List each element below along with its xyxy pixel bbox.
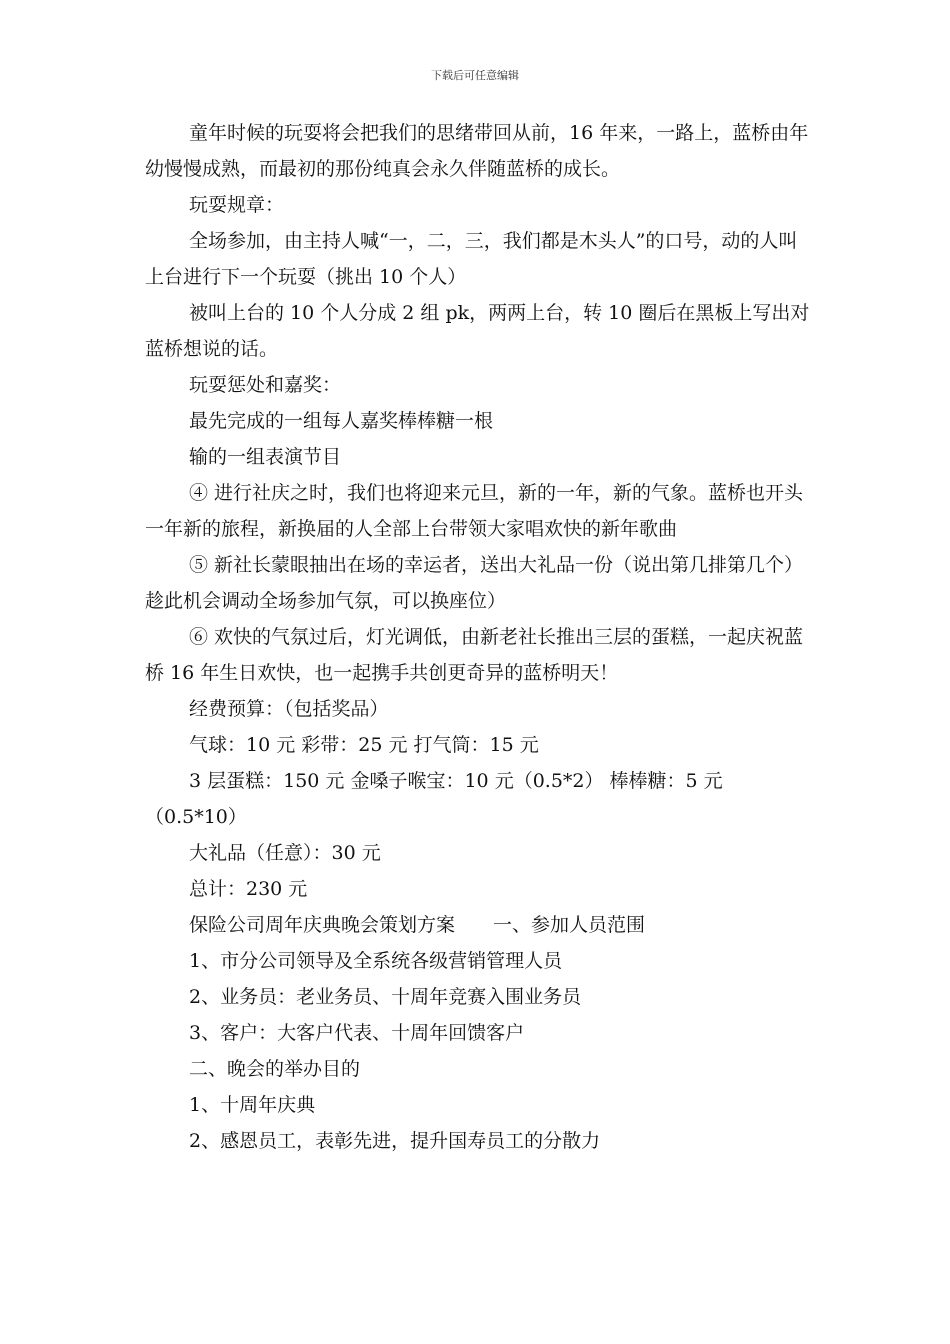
paragraph-participants-3: 3、客户：大客户代表、十周年回馈客户 (189, 1022, 525, 1044)
paragraph-purpose-2: 2、感恩员工，表彰先进，提升国寿员工的分散力 (189, 1130, 601, 1152)
paragraph-reward: 最先完成的一组每人嘉奖棒棒糖一根 (189, 410, 494, 432)
paragraph-participants-2: 2、业务员：老业务员、十周年竞赛入围业务员 (189, 986, 582, 1008)
paragraph-game-rule-2: 被叫上台的 10 个人分成 2 组 pk，两两上台，转 10 圈后在黑板上写出对蓝桥想说的话。 (145, 302, 810, 360)
paragraph-item-4: ④ 进行社庆之时，我们也将迎来元旦，新的一年，新的气象。蓝桥也开头一年新的旅程，新换届的人全部上台带领大家唱欢快的新年歌曲 (145, 482, 804, 540)
paragraph-budget-total: 总计：230 元 (189, 878, 308, 900)
paragraph-purpose-1: 1、十周年庆典 (189, 1094, 316, 1116)
page-header: 下载后可任意编辑 (431, 69, 519, 82)
paragraph-second-plan-title: 保险公司周年庆典晚会策划方案 一、参加人员范围 (189, 914, 646, 936)
paragraph-game-rules-heading: 玩耍规章： (189, 194, 285, 216)
paragraph-budget-line-2: 3 层蛋糕：150 元 金嗓子喉宝：10 元（0.5*2） 棒棒糖：5 元（0.5*10） (145, 770, 723, 828)
paragraph-purpose-heading: 二、晚会的举办目的 (189, 1058, 361, 1080)
paragraph-item-6: ⑥ 欢快的气氛过后，灯光调低，由新老社长推出三层的蛋糕，一起庆祝蓝桥 16 年生日欢快，也一起携手共创更奇异的蓝桥明天！ (145, 626, 804, 684)
paragraph-budget-heading: 经费预算：（包括奖品） (189, 698, 389, 720)
paragraph-budget-line-3: 大礼品（任意）：30 元 (189, 842, 381, 864)
paragraph-rewards-heading: 玩耍惩处和嘉奖： (189, 374, 342, 396)
paragraph-item-5: ⑤ 新社长蒙眼抽出在场的幸运者，送出大礼品一份（说出第几排第几个）趁此机会调动全场参加气氛，可以换座位） (145, 554, 804, 612)
paragraph-participants-1: 1、市分公司领导及全系统各级营销管理人员 (189, 950, 563, 972)
paragraph-budget-line-1: 气球：10 元 彩带：25 元 打气筒：15 元 (189, 734, 539, 756)
document-body (145, 115, 815, 1159)
paragraph-penalty: 输的一组表演节目 (189, 446, 342, 468)
paragraph-intro: 童年时候的玩耍将会把我们的思绪带回从前，16 年来，一路上，蓝桥由年幼慢慢成熟，而最初的那份纯真会永久伴随蓝桥的成长。 (145, 122, 809, 180)
paragraph-game-rule-1: 全场参加，由主持人喊“一，二，三，我们都是木头人”的口号，动的人叫上台进行下一个玩耍（挑出 10 个人） (145, 230, 798, 288)
